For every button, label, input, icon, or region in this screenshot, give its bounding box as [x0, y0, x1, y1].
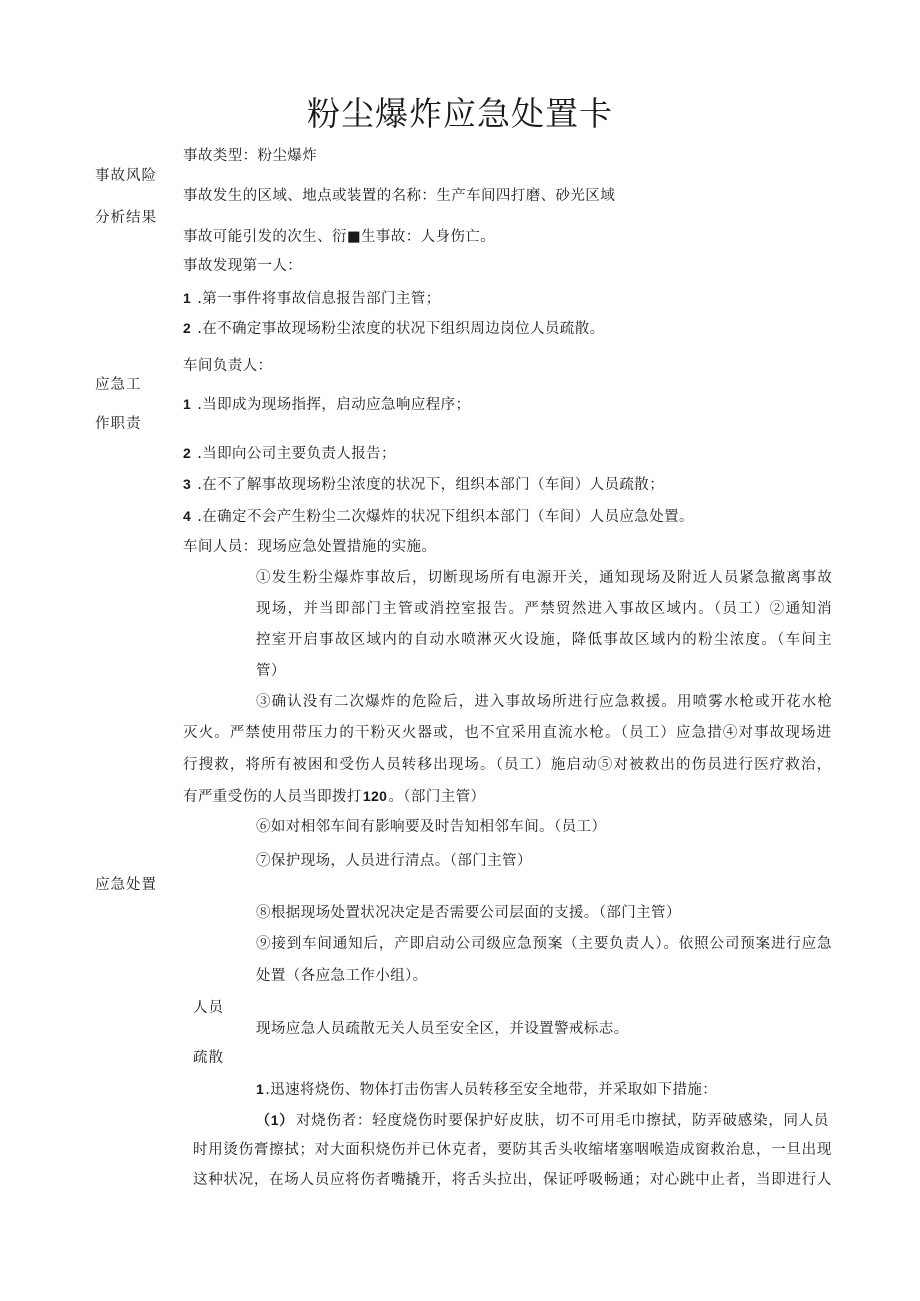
document-title: 粉尘爆炸应急处置卡 [307, 94, 613, 133]
item-text: 对烧伤者：轻度烧伤时要保护好皮肤，切不可用毛巾擦拭，防弄破感染，同人员 [296, 1113, 830, 1129]
disposal-line: 控室开启事故区域内的自动水喷淋灭火设施，降低事故区域内的粉尘浓度。（车间主 [256, 632, 833, 648]
item-number: 2 [183, 445, 192, 461]
section-label-risk-line1: 事故风险 [95, 168, 157, 184]
rescue-step [256, 1079, 717, 1100]
item-text: .当即向公司主要负责人报告； [197, 446, 396, 462]
first-finder-heading: 事故发现第一人： [183, 258, 303, 274]
item-number: 1 [183, 290, 192, 306]
disposal-line: ⑨接到车间通知后，产即启动公司级应急预案（主要负责人）。依照公司预案进行应急 [256, 936, 833, 952]
risk-type: 事故类型：粉尘爆炸 [183, 148, 318, 164]
section-label-evac-line1: 人员 [193, 1000, 224, 1016]
section-label-duty-line1: 应急工 [95, 377, 142, 393]
item-number: 3 [183, 476, 192, 492]
item-text: .第一事件将事故信息报告部门主管； [197, 291, 441, 307]
item-text: .在确定不会产生粉尘二次爆炸的状况下组织本部门（车间）人员应急处置。 [197, 509, 694, 525]
item-number: 1 [256, 1081, 265, 1097]
disposal-text: 有严重受伤的人员当即拨打 [183, 789, 362, 805]
evacuation-text: 现场应急人员疏散无关人员至安全区，并设置警戒标志。 [256, 1021, 629, 1037]
first-finder-item [183, 318, 605, 339]
risk-secondary: 事故可能引发的次生、衍■生事故：人身伤亡。 [183, 229, 496, 245]
first-finder-item [183, 288, 441, 309]
item-text: .在不了解事故现场粉尘浓度的状况下，组织本部门（车间）人员疏散； [197, 477, 665, 493]
disposal-line: 灭火。严禁使用带压力的干粉灭火器或，也不宜采用直流水枪。（员工）应急措④对事故现场进 [183, 725, 833, 741]
section-label-disposal: 应急处置 [95, 877, 157, 893]
risk-area: 事故发生的区域、地点或装置的名称：生产车间四打磨、砂光区域 [183, 188, 616, 204]
disposal-text: 。（部门主管） [388, 789, 486, 805]
rescue-burn-line: 时用烫伤膏擦拭；对大面积烧伤并已休克者，要防其舌头收缩堵塞咽喉造成窗救治息，一旦出现 [193, 1142, 833, 1158]
workshop-head-item [183, 474, 664, 495]
item-number: （1） [256, 1112, 294, 1128]
disposal-line: 现场，并当即部门主管或消控室报告。严禁贸然进入事故区域内。（员工）②通知消 [256, 601, 833, 617]
section-label-risk-line2: 分析结果 [95, 210, 157, 226]
item-text: .迅速将烧伤、物体打击伤害人员转移至安全地带，并采取如下措施： [265, 1082, 718, 1098]
disposal-line: 行搜救，将所有被困和受伤人员转移出现场。（员工）施启动⑤对被救出的伤员进行医疗救治， [183, 757, 833, 773]
workshop-head-item [183, 394, 470, 415]
emergency-number: 120 [362, 788, 388, 804]
disposal-line: ③确认没有二次爆炸的危险后，进入事故场所进行应急救援。用喷雾水枪或开花水枪 [256, 694, 833, 710]
disposal-line: ⑥如对相邻车间有影响要及时告知相邻车间。（员工） [256, 819, 607, 835]
disposal-line: ⑦保护现场，人员进行清点。（部门主管） [256, 853, 532, 869]
item-text: .当即成为现场指挥，启动应急响应程序； [197, 397, 471, 413]
item-text: .在不确定事故现场粉尘浓度的状况下组织周边岗位人员疏散。 [197, 321, 605, 337]
disposal-line [183, 786, 485, 807]
item-number: 4 [183, 508, 192, 524]
disposal-line: 处置（各应急工作小组）。 [256, 968, 428, 984]
disposal-line: 管） [256, 663, 286, 679]
section-label-evac-line2: 疏散 [193, 1050, 224, 1066]
item-number: 2 [183, 320, 192, 336]
rescue-burn-line: 这种状况，在场人员应将伤者嘴撬开，将舌头拉出，保证呼吸畅通；对心跳中止者，当即进行人 [193, 1172, 833, 1188]
disposal-line: ①发生粉尘爆炸事故后，切断现场所有电源开关，通知现场及附近人员紧急撤离事故 [256, 570, 833, 586]
workshop-staff-heading: 车间人员：现场应急处置措施的实施。 [183, 539, 437, 555]
rescue-burn-line [256, 1110, 829, 1131]
workshop-head-heading: 车间负责人： [183, 358, 273, 374]
workshop-head-item [183, 443, 396, 464]
disposal-line: ⑧根据现场处置状况决定是否需要公司层面的支援。（部门主管） [256, 905, 681, 921]
workshop-head-item [183, 506, 694, 527]
section-label-duty-line2: 作职责 [95, 416, 142, 432]
item-number: 1 [183, 396, 192, 412]
